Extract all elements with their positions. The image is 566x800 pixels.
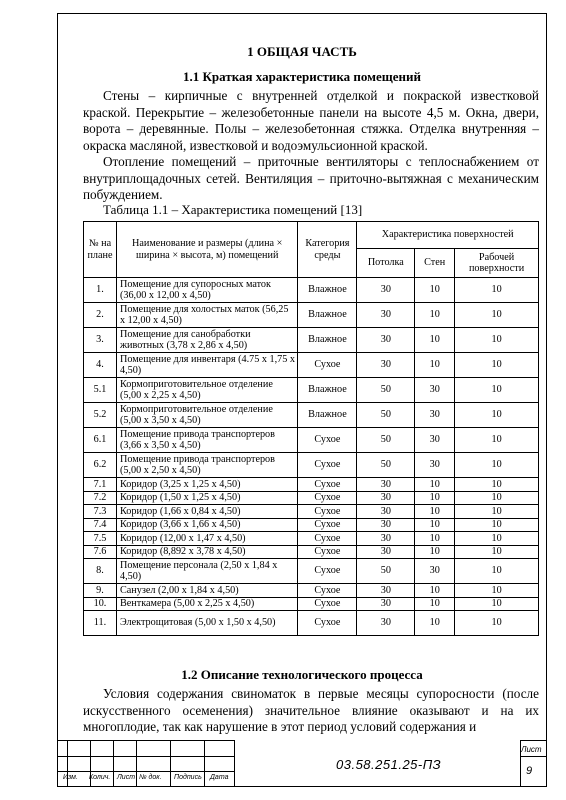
table-row: [84, 328, 539, 353]
cell-work: 10: [455, 328, 539, 353]
cell-ceiling: 30: [357, 505, 415, 519]
table-row: [84, 611, 539, 636]
cell-category: Влажное: [298, 278, 357, 303]
cell-walls: 10: [415, 597, 455, 611]
cell-work: 10: [455, 518, 539, 532]
cell-walls: 30: [415, 403, 455, 428]
cell-walls: 10: [415, 278, 455, 303]
table-row: [84, 597, 539, 611]
cell-work: 10: [455, 545, 539, 559]
cell-work: 10: [455, 505, 539, 519]
cell-ceiling: 50: [357, 428, 415, 453]
header-num: № на плане: [84, 222, 117, 278]
cell-category: Сухое: [298, 532, 357, 546]
cell-walls: 10: [415, 353, 455, 378]
cell-name: Помещение привода транспортеров (5,00 х 2,50 х 4,50): [116, 453, 297, 478]
cell-work: 10: [455, 378, 539, 403]
cell-category: Сухое: [298, 597, 357, 611]
cell-category: Сухое: [298, 559, 357, 584]
cell-work: 10: [455, 559, 539, 584]
cell-category: Сухое: [298, 545, 357, 559]
cell-ceiling: 30: [357, 328, 415, 353]
cell-work: 10: [455, 453, 539, 478]
subsection-2-title: 1.2 Описание технологического процесса: [181, 667, 423, 682]
cell-work: 10: [455, 303, 539, 328]
cell-walls: 10: [415, 505, 455, 519]
cell-walls: 30: [415, 453, 455, 478]
cell-work: 10: [455, 532, 539, 546]
cell-name: Коридор (1,66 х 0,84 х 4,50): [116, 505, 297, 519]
header-walls: Стен: [415, 249, 455, 278]
cell-name: Коридор (12,00 х 1,47 х 4,50): [116, 532, 297, 546]
cell-walls: 10: [415, 491, 455, 505]
cell-num: 5.1: [84, 378, 117, 403]
table-row: [84, 491, 539, 505]
cell-name: Помещение персонала (2,50 х 1,84 х 4,50): [116, 559, 297, 584]
table-row: [84, 428, 539, 453]
cell-ceiling: 30: [357, 303, 415, 328]
cell-num: 5.2: [84, 403, 117, 428]
cell-num: 9.: [84, 584, 117, 598]
cell-ceiling: 30: [357, 353, 415, 378]
cell-category: Сухое: [298, 505, 357, 519]
table-row: [84, 478, 539, 492]
cell-name: Кормоприготовительное отделение (5,00 х 2,25 х 4,50): [116, 378, 297, 403]
cell-work: 10: [455, 403, 539, 428]
cell-name: Помещение для инвентаря (4.75 х 1,75 х 4,50): [116, 353, 297, 378]
cell-num: 7.5: [84, 532, 117, 546]
header-surfaces: Характеристика поверхностей: [357, 222, 539, 249]
table-caption: Таблица 1.1 – Характеристика помещений [13]: [103, 202, 363, 217]
cell-num: 7.1: [84, 478, 117, 492]
cell-ceiling: 30: [357, 532, 415, 546]
cell-ceiling: 50: [357, 559, 415, 584]
table-row: [84, 353, 539, 378]
header-name: Наименование и размеры (длина × ширина × высота, м) помещений: [116, 222, 297, 278]
cell-walls: 10: [415, 545, 455, 559]
table-row: [84, 403, 539, 428]
cell-num: 7.2: [84, 491, 117, 505]
cell-walls: 10: [415, 532, 455, 546]
cell-category: Сухое: [298, 353, 357, 378]
subsection-1-title: 1.1 Краткая характеристика помещений: [183, 69, 421, 84]
cell-name: Электрощитовая (5,00 х 1,50 х 4,50): [116, 611, 297, 636]
cell-num: 4.: [84, 353, 117, 378]
cell-walls: 10: [415, 478, 455, 492]
header-work: Рабочей поверхности: [455, 249, 539, 278]
paragraph-process: Условия содержания свиноматок в первые месяцы супоросности (после искусственного осеменения) значительное влияние оказывают и на их многоплодие, так как нарушение в этот период условий содержания и: [83, 686, 539, 735]
stamp-label-doc: № док.: [139, 774, 162, 781]
cell-work: 10: [455, 611, 539, 636]
cell-name: Помещение для санобработки животных (3,78 х 2,86 х 4,50): [116, 328, 297, 353]
table-row: [84, 278, 539, 303]
cell-ceiling: 30: [357, 478, 415, 492]
cell-name: Помещение для супоросных маток (36,00 х 12,00 х 4,50): [116, 278, 297, 303]
cell-ceiling: 30: [357, 491, 415, 505]
table-row: [84, 559, 539, 584]
cell-category: Сухое: [298, 453, 357, 478]
cell-work: 10: [455, 428, 539, 453]
table-row: [84, 453, 539, 478]
cell-ceiling: 30: [357, 597, 415, 611]
cell-num: 6.2: [84, 453, 117, 478]
cell-work: 10: [455, 353, 539, 378]
title-block-stamp: [57, 740, 547, 787]
sheet-label: Лист: [521, 745, 542, 754]
cell-num: 11.: [84, 611, 117, 636]
cell-category: Влажное: [298, 328, 357, 353]
cell-category: Влажное: [298, 303, 357, 328]
cell-ceiling: 30: [357, 611, 415, 636]
cell-work: 10: [455, 278, 539, 303]
table-row: [84, 545, 539, 559]
cell-walls: 10: [415, 584, 455, 598]
sheet-number: 9: [526, 765, 533, 777]
cell-num: 3.: [84, 328, 117, 353]
cell-category: Влажное: [298, 378, 357, 403]
section-title: 1 ОБЩАЯ ЧАСТЬ: [247, 44, 357, 59]
cell-walls: 10: [415, 328, 455, 353]
cell-num: 2.: [84, 303, 117, 328]
cell-num: 7.4: [84, 518, 117, 532]
cell-work: 10: [455, 597, 539, 611]
cell-name: Помещение для холостых маток (56,25 х 12,00 х 4,50): [116, 303, 297, 328]
stamp-label-change: Изм.: [63, 774, 78, 781]
cell-name: Коридор (3,66 х 1,66 х 4,50): [116, 518, 297, 532]
cell-num: 10.: [84, 597, 117, 611]
cell-category: Сухое: [298, 611, 357, 636]
paragraph-walls: Стены – кирпичные с внутренней отделкой и покраской известковой краской. Перекрытие – железобетонные панели на высоте 4,5 м. Окна, двери, ворота – деревянные. Полы – железобетонная стяжка. Отделка внутренняя – окраска масляной, известковой и водоэмульсионной краской.: [83, 88, 539, 153]
document-code: 03.58.251.25-ПЗ: [336, 757, 442, 772]
cell-name: Коридор (1,50 х 1,25 х 4,50): [116, 491, 297, 505]
cell-walls: 10: [415, 611, 455, 636]
table-row: [84, 303, 539, 328]
cell-category: Влажное: [298, 403, 357, 428]
cell-name: Санузел (2,00 х 1,84 х 4,50): [116, 584, 297, 598]
cell-work: 10: [455, 584, 539, 598]
header-ceiling: Потолка: [357, 249, 415, 278]
header-category: Категория среды: [298, 222, 357, 278]
cell-walls: 30: [415, 559, 455, 584]
cell-name: Кормоприготовительное отделение (5,00 х 3,50 х 4,50): [116, 403, 297, 428]
stamp-label-count: Колич.: [89, 774, 111, 781]
table-row: [84, 532, 539, 546]
cell-num: 7.3: [84, 505, 117, 519]
cell-walls: 30: [415, 378, 455, 403]
stamp-label-date: Дата: [210, 774, 229, 781]
cell-num: 8.: [84, 559, 117, 584]
cell-work: 10: [455, 491, 539, 505]
stamp-label-sheet: Лист: [117, 774, 136, 781]
cell-ceiling: 30: [357, 545, 415, 559]
cell-ceiling: 30: [357, 518, 415, 532]
cell-category: Сухое: [298, 491, 357, 505]
cell-ceiling: 50: [357, 453, 415, 478]
cell-name: Венткамера (5,00 х 2,25 х 4,50): [116, 597, 297, 611]
cell-ceiling: 30: [357, 584, 415, 598]
cell-name: Коридор (8,892 х 3,78 х 4,50): [116, 545, 297, 559]
cell-category: Сухое: [298, 584, 357, 598]
cell-category: Сухое: [298, 428, 357, 453]
premises-table: [83, 221, 539, 636]
cell-walls: 10: [415, 303, 455, 328]
cell-name: Помещение привода транспортеров (3,66 х 3,50 х 4,50): [116, 428, 297, 453]
table-row: [84, 584, 539, 598]
table-row: [84, 378, 539, 403]
table-row: [84, 518, 539, 532]
cell-work: 10: [455, 478, 539, 492]
cell-ceiling: 50: [357, 403, 415, 428]
cell-walls: 30: [415, 428, 455, 453]
paragraph-heating: Отопление помещений – приточные вентиляторы с теплоснабжением от внутриплощадочных сетей. Вентиляция – приточно-вытяжная с механическим побуждением.: [83, 154, 539, 203]
cell-num: 1.: [84, 278, 117, 303]
cell-num: 7.6: [84, 545, 117, 559]
stamp-label-signature: Подпись: [174, 774, 202, 781]
cell-ceiling: 50: [357, 378, 415, 403]
cell-walls: 10: [415, 518, 455, 532]
cell-ceiling: 30: [357, 278, 415, 303]
cell-num: 6.1: [84, 428, 117, 453]
table-row: [84, 505, 539, 519]
cell-category: Сухое: [298, 518, 357, 532]
cell-category: Сухое: [298, 478, 357, 492]
cell-name: Коридор (3,25 х 1,25 х 4,50): [116, 478, 297, 492]
